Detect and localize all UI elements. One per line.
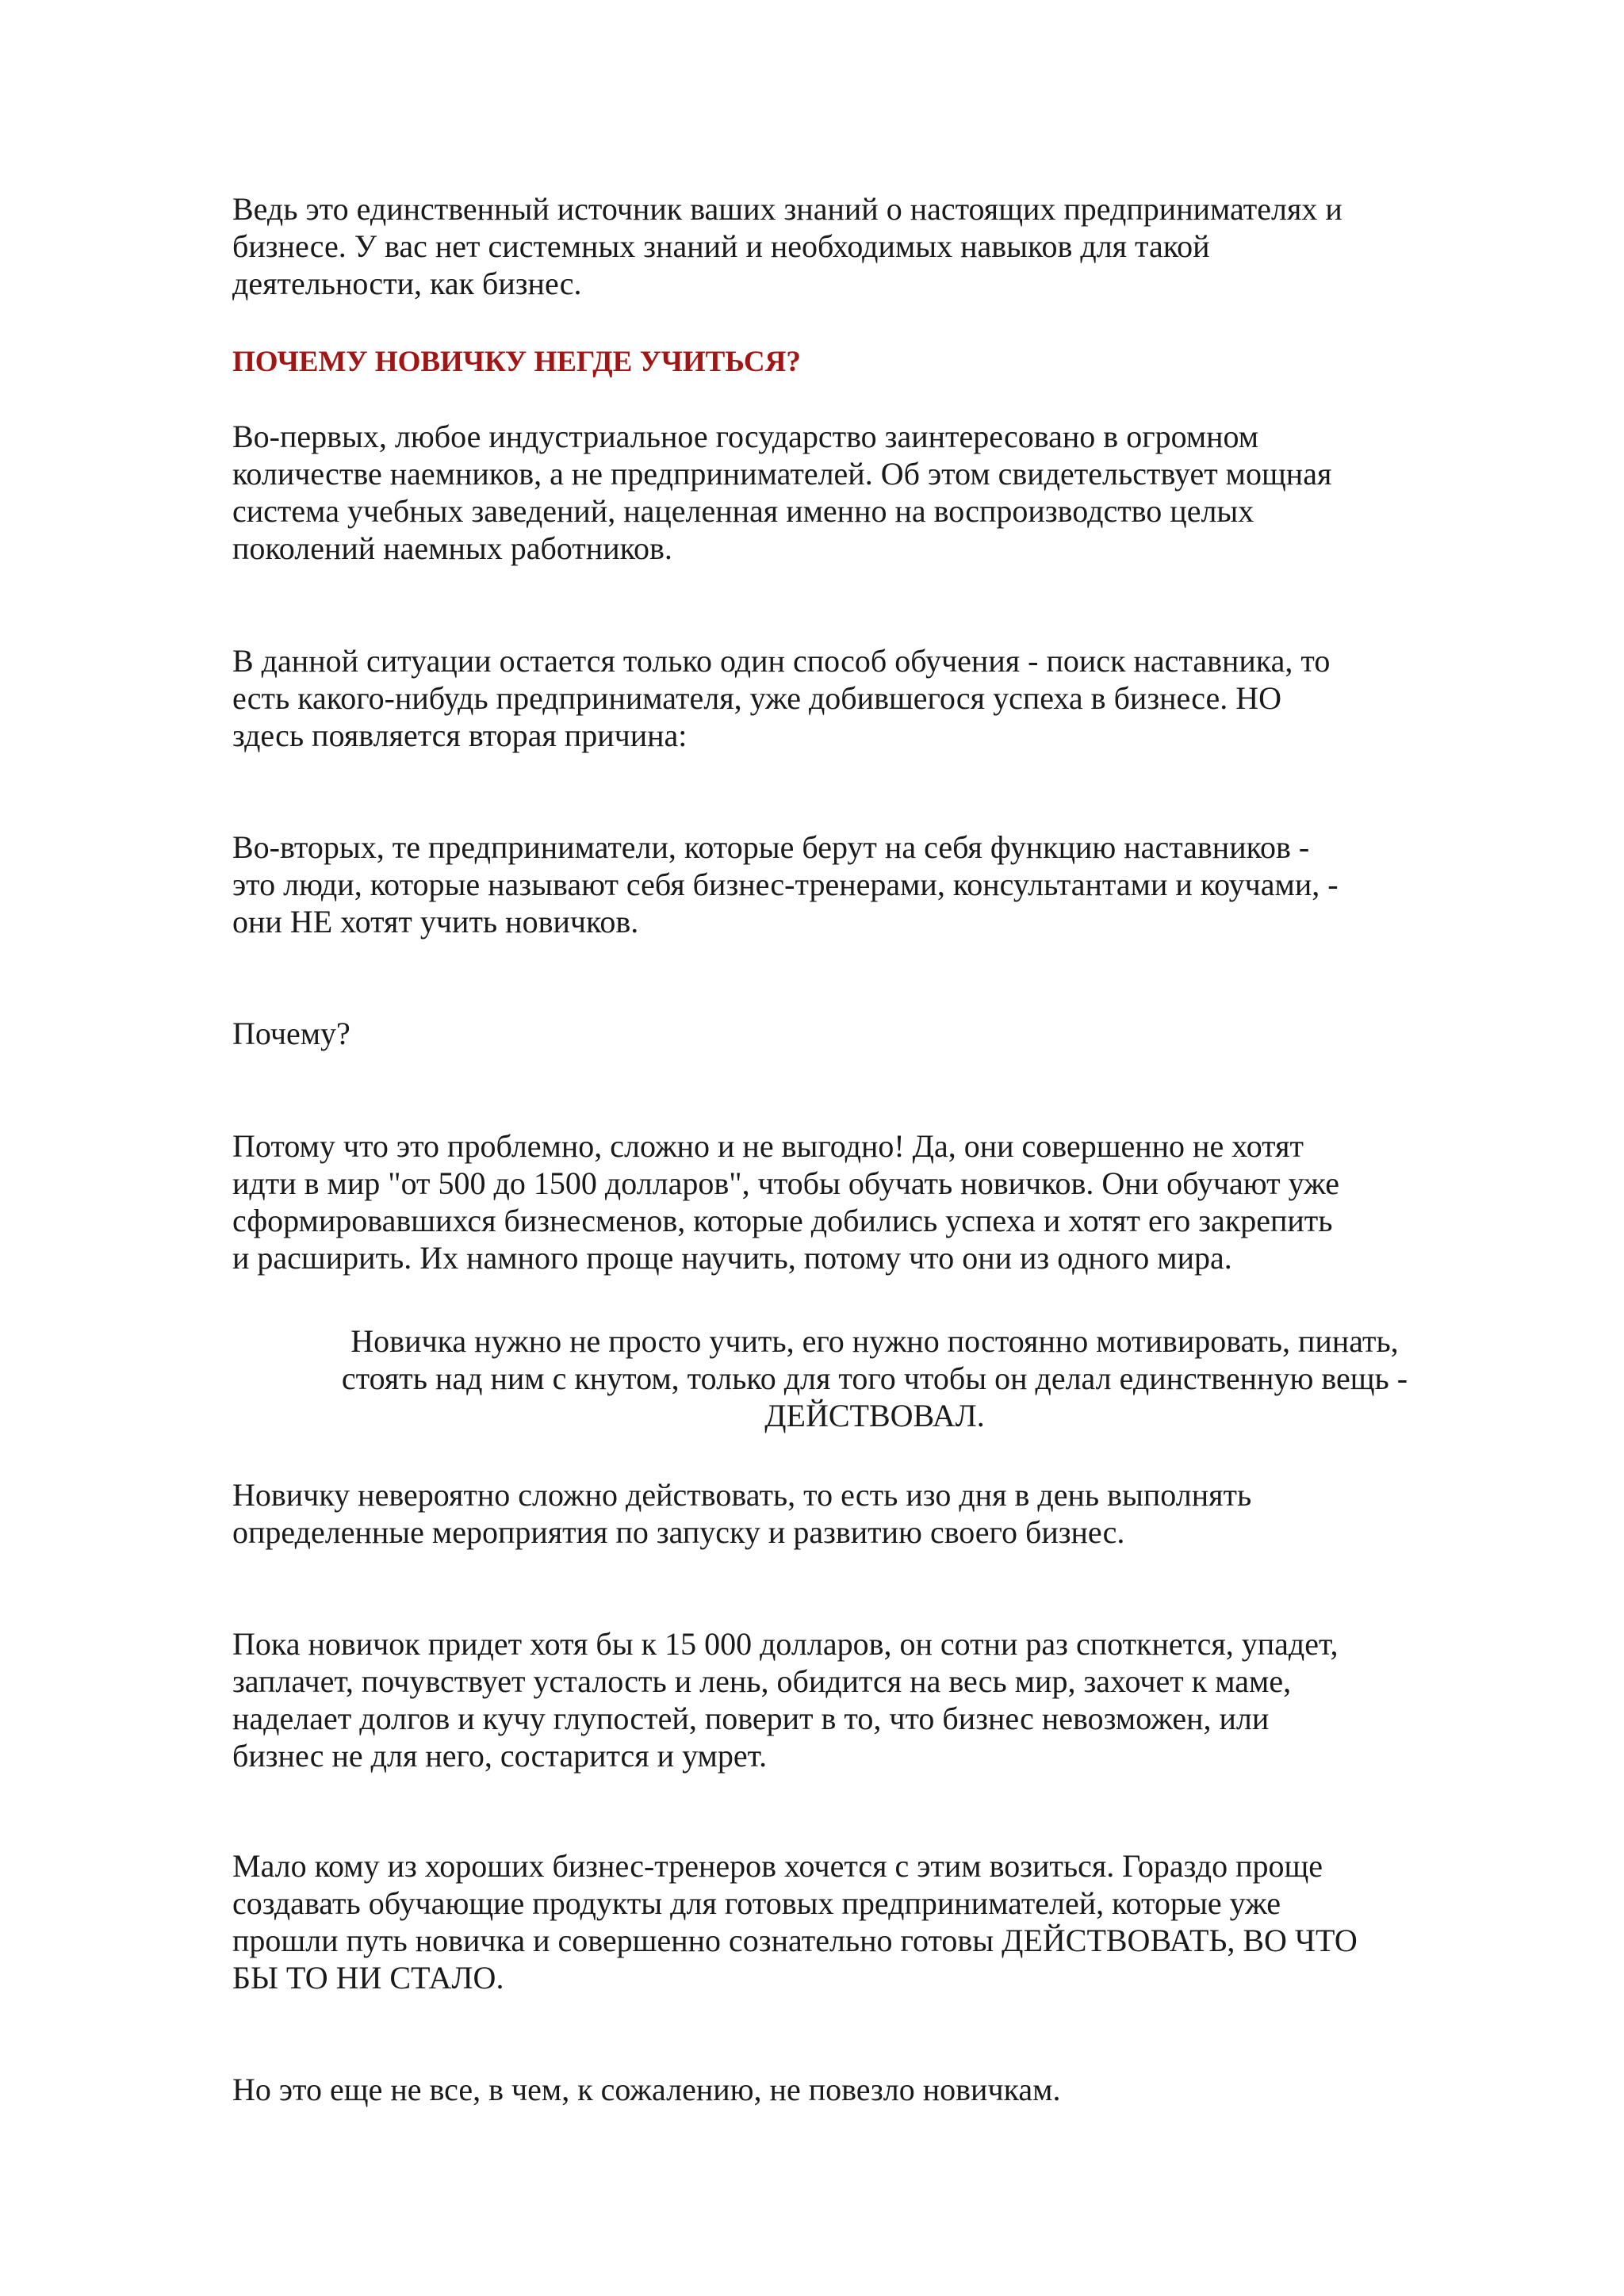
paragraph-centered-quote: Новичка нужно не просто учить, его нужно постоянно мотивировать, пинать, стоять над ним с кнутом, только для того чтобы он делал единственную вещь - ДЕЙСТВОВАЛ. [341, 1323, 1408, 1433]
paragraph-hard-to-act: Новичку невероятно сложно действовать, то есть изо дня в день выполнять определенные мероприятия по запуску и развитию своего бизнес. [232, 1477, 1252, 1550]
paragraph-15000: Пока новичок придет хотя бы к 15 000 долларов, он сотни раз споткнется, упадет, заплачет, почувствует усталость и лень, обидится на весь мир, захочет к маме, наделает долгов и кучу глупостей, поверит в то, что бизнес невозможен, или бизнес не для него, состарится и умрет. [232, 1626, 1339, 1774]
paragraph-secondly: Во-вторых, те предприниматели, которые берут на себя функцию наставников - это люди, которые называют себя бизнес-тренерами, консультантами и коучами, - они НЕ хотят учить новичков. [232, 829, 1339, 939]
section-heading: ПОЧЕМУ НОВИЧКУ НЕГДЕ УЧИТЬСЯ? [232, 346, 801, 378]
paragraph-knowledge-source: Ведь это единственный источник ваших знаний о настоящих предпринимателях и бизнесе. У вас нет системных знаний и необходимых навыков для такой деятельности, как бизнес. [232, 191, 1342, 301]
paragraph-because: Потому что это проблемно, сложно и не выгодно! Да, они совершенно не хотят идти в мир "от 500 до 1500 долларов", чтобы обучать новичков. Они обучают уже сформировавшихся бизнесменов, которые добились успеха и хотят его закрепить и расширить. Их намного проще научить, потому что они из одного мира. [232, 1128, 1339, 1276]
paragraph-firstly: Во-первых, любое индустриальное государство заинтересовано в огромном количестве наемников, а не предпринимателей. Об этом свидетельствует мощная система учебных заведений, нацеленная именно на воспроизводство целых поколений наемных работников. [232, 419, 1332, 566]
paragraph-why: Почему? [232, 1016, 350, 1051]
paragraph-not-all: Но это еще не все, в чем, к сожалению, не повезло новичкам. [232, 2072, 1061, 2107]
paragraph-mentor-search: В данной ситуации остается только один способ обучения - поиск наставника, то есть какого-нибудь предпринимателя, уже добившегося успеха в бизнесе. НО здесь появляется вторая причина: [232, 643, 1331, 753]
paragraph-trainers: Мало кому из хороших бизнес-тренеров хочется с этим возиться. Гораздо проще создавать обучающие продукты для готовых предпринимателей, которые уже прошли путь новичка и совершенно сознательно готовы ДЕЙСТВОВАТЬ, ВО ЧТО БЫ ТО НИ СТАЛО. [232, 1848, 1358, 1996]
